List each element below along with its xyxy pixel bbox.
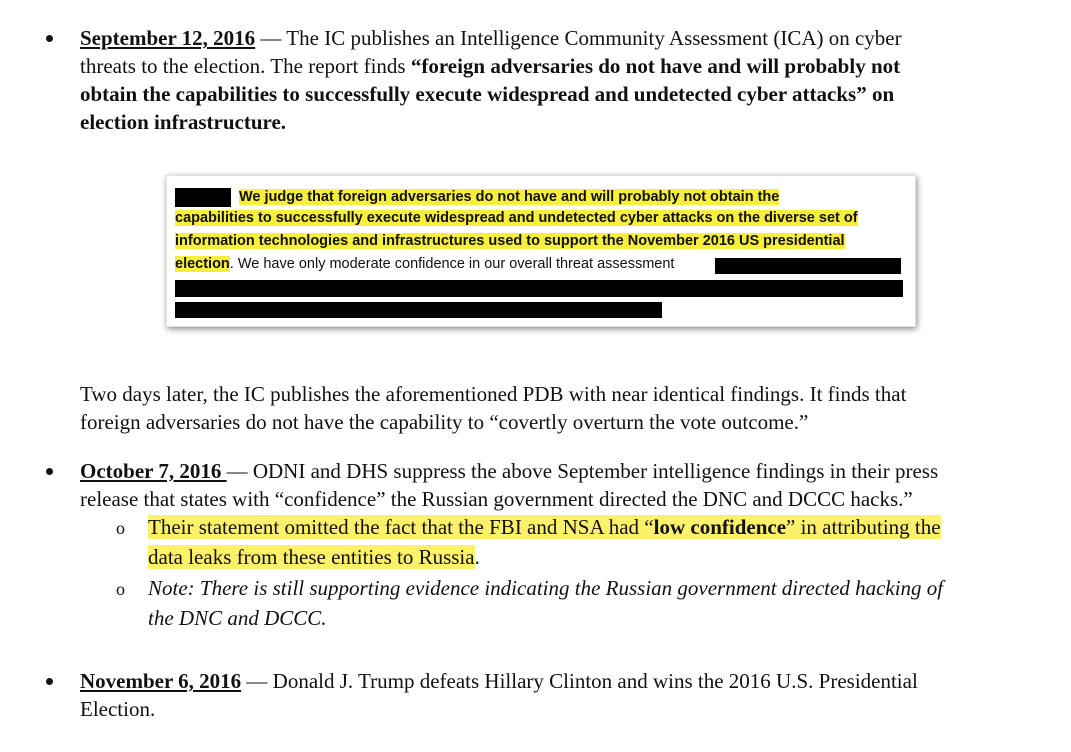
entry-sep-12-line-1: September 12, 2016 — The IC publishes an Intelligence Community Assessment (ICA) on cyber <box>80 26 902 50</box>
sub-item-1-line-1: Their statement omitted the fact that the FBI and NSA had “low confidence” in attributing the <box>148 515 941 539</box>
entry-oct-7-line-1: October 7, 2016 — ODNI and DHS suppress the above September intelligence findings in their press <box>80 459 939 483</box>
sub-bullet-icon: o <box>116 579 125 599</box>
entry-nov-6-line-2: Election. <box>80 697 156 721</box>
entry-date: September 12, 2016 <box>80 26 256 50</box>
excerpt-line-3: information technologies and infrastructures used to support the November 2016 US presidential <box>175 233 845 249</box>
entry-date: October 7, 2016 <box>80 459 227 483</box>
excerpt-line-2: capabilities to successfully execute widespread and undetected cyber attacks on the diverse set of <box>175 210 858 226</box>
redaction-bar <box>715 258 901 274</box>
paragraph-line-2: foreign adversaries do not have the capability to “covertly overturn the vote outcome.” <box>80 410 809 434</box>
redaction-bar <box>175 188 231 207</box>
entry-nov-6-line-1: November 6, 2016 — Donald J. Trump defeats Hillary Clinton and wins the 2016 U.S. Presidential <box>80 669 918 693</box>
bullet-icon <box>46 35 53 42</box>
redaction-bar <box>175 302 662 318</box>
entry-oct-7-line-2: release that states with “confidence” the Russian government directed the DNC and DCCC hacks.” <box>80 487 913 511</box>
entry-sep-12-line-2: threats to the election. The report finds “foreign adversaries do not have and will probably not <box>80 54 901 78</box>
sub-item-2-line-2: the DNC and DCCC. <box>148 606 327 630</box>
redaction-bar <box>175 280 903 297</box>
bullet-icon <box>46 468 53 475</box>
ica-excerpt-image <box>166 175 916 327</box>
entry-sep-12-line-3: obtain the capabilities to successfully execute widespread and undetected cyber attacks” on <box>80 82 895 106</box>
entry-sep-12-line-4: election infrastructure. <box>80 110 287 134</box>
excerpt-line-1: We judge that foreign adversaries do not have and will probably not obtain the <box>239 189 780 205</box>
bullet-icon <box>46 678 53 685</box>
sub-item-1-line-2: data leaks from these entities to Russia. <box>148 545 480 569</box>
sub-item-2-line-1: Note: There is still supporting evidence indicating the Russian government directed hacking of <box>148 576 944 600</box>
paragraph-line-1: Two days later, the IC publishes the aforementioned PDB with near identical findings. It finds that <box>80 382 907 406</box>
entry-date: November 6, 2016 <box>80 669 242 693</box>
sub-bullet-icon: o <box>116 518 125 538</box>
excerpt-line-4: election. We have only moderate confidence in our overall threat assessment <box>175 256 675 272</box>
